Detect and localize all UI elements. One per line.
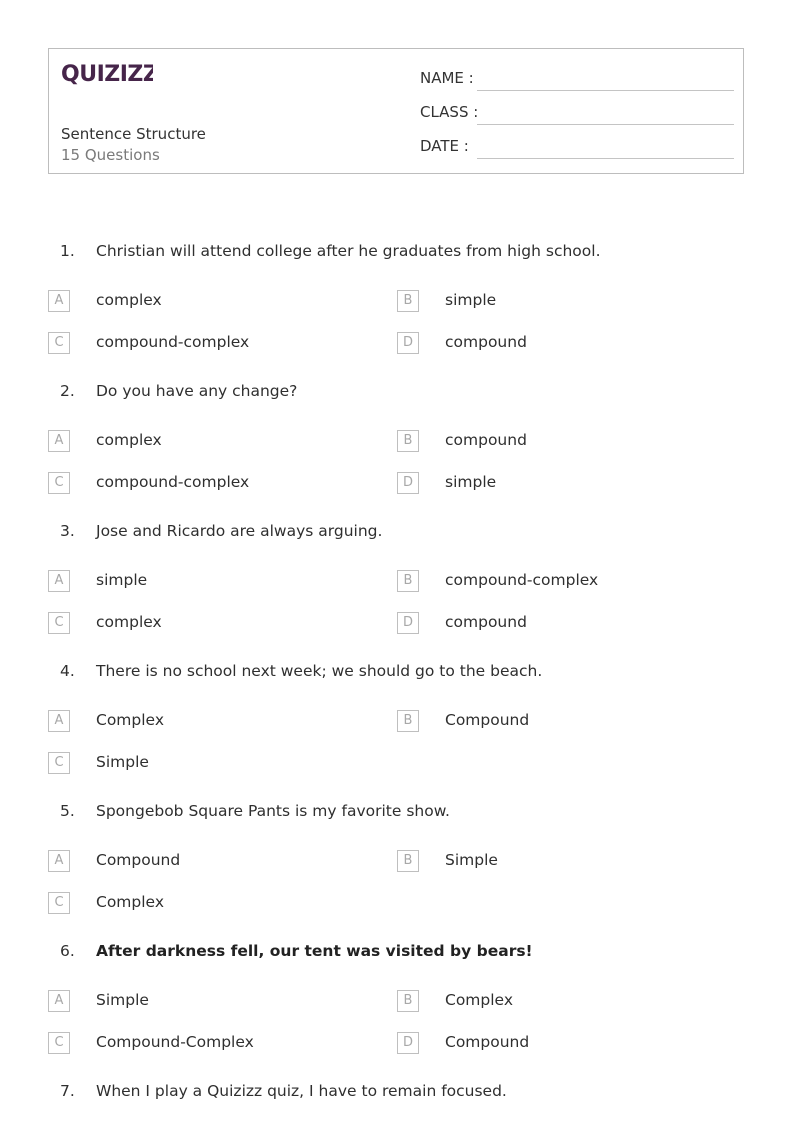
option-a[interactable] bbox=[48, 430, 348, 454]
option-letter-box: B bbox=[397, 570, 419, 592]
option-text: simple bbox=[445, 291, 497, 309]
option-c[interactable] bbox=[48, 1032, 348, 1056]
option-text: compound bbox=[445, 431, 527, 449]
option-text: compound-complex bbox=[445, 571, 599, 589]
option-text: Complex bbox=[96, 711, 164, 729]
question-text: After darkness fell, our tent was visited by bears! bbox=[96, 942, 533, 960]
option-text: Complex bbox=[445, 991, 513, 1009]
option-letter-box: C bbox=[48, 472, 70, 494]
option-c[interactable] bbox=[48, 332, 348, 356]
option-letter-box: B bbox=[397, 430, 419, 452]
option-text: Compound bbox=[445, 711, 530, 729]
question-number: 1. bbox=[60, 242, 75, 260]
question-text: Spongebob Square Pants is my favorite show. bbox=[96, 802, 450, 820]
option-c[interactable] bbox=[48, 612, 348, 636]
option-letter-box: B bbox=[397, 710, 419, 732]
option-text: Simple bbox=[96, 753, 149, 771]
option-text: Complex bbox=[96, 893, 164, 911]
question-text: When I play a Quizizz quiz, I have to remain focused. bbox=[96, 1082, 507, 1100]
option-text: Simple bbox=[96, 991, 149, 1009]
option-letter-box: D bbox=[397, 1032, 419, 1054]
question-number: 3. bbox=[60, 522, 75, 540]
option-text: complex bbox=[96, 613, 162, 631]
option-text: compound bbox=[445, 333, 527, 351]
option-letter-box: D bbox=[397, 332, 419, 354]
option-text: Compound bbox=[445, 1033, 530, 1051]
name-field[interactable] bbox=[420, 69, 734, 93]
option-c[interactable] bbox=[48, 472, 348, 496]
class-label: CLASS : bbox=[420, 103, 479, 121]
option-a[interactable] bbox=[48, 850, 348, 874]
option-text: Compound-Complex bbox=[96, 1033, 254, 1051]
name-line[interactable] bbox=[477, 90, 734, 91]
option-text: compound bbox=[445, 613, 527, 631]
option-letter-box: C bbox=[48, 1032, 70, 1054]
date-label: DATE : bbox=[420, 137, 469, 155]
option-a[interactable] bbox=[48, 990, 348, 1014]
option-text: compound-complex bbox=[96, 473, 250, 491]
question-text: Christian will attend college after he graduates from high school. bbox=[96, 242, 601, 260]
option-letter-box: B bbox=[397, 850, 419, 872]
option-text: compound-complex bbox=[96, 333, 250, 351]
option-letter-box: A bbox=[48, 430, 70, 452]
question-number: 6. bbox=[60, 942, 75, 960]
option-text: complex bbox=[96, 431, 162, 449]
option-b[interactable] bbox=[397, 290, 697, 314]
option-text: simple bbox=[445, 473, 497, 491]
option-d[interactable] bbox=[397, 1032, 697, 1056]
worksheet-header bbox=[48, 48, 744, 174]
option-letter-box: C bbox=[48, 612, 70, 634]
question-number: 5. bbox=[60, 802, 75, 820]
question-text: Do you have any change? bbox=[96, 382, 298, 400]
question-text: Jose and Ricardo are always arguing. bbox=[96, 522, 383, 540]
option-a[interactable] bbox=[48, 710, 348, 734]
option-b[interactable] bbox=[397, 430, 697, 454]
option-letter-box: A bbox=[48, 290, 70, 312]
option-text: complex bbox=[96, 291, 162, 309]
option-letter-box: B bbox=[397, 290, 419, 312]
option-letter-box: D bbox=[397, 472, 419, 494]
option-text: Compound bbox=[96, 851, 181, 869]
option-b[interactable] bbox=[397, 850, 697, 874]
option-a[interactable] bbox=[48, 570, 348, 594]
option-b[interactable] bbox=[397, 570, 697, 594]
question-number: 4. bbox=[60, 662, 75, 680]
name-label: NAME : bbox=[420, 69, 474, 87]
question-number: 2. bbox=[60, 382, 75, 400]
option-letter-box: B bbox=[397, 990, 419, 1012]
option-b[interactable] bbox=[397, 710, 697, 734]
option-c[interactable] bbox=[48, 752, 348, 776]
date-line[interactable] bbox=[477, 158, 734, 159]
option-d[interactable] bbox=[397, 612, 697, 636]
svg-text:QUIZIZZ: QUIZIZZ bbox=[61, 62, 153, 87]
class-line[interactable] bbox=[477, 124, 734, 125]
question-count: 15 Questions bbox=[61, 146, 160, 164]
option-letter-box: C bbox=[48, 752, 70, 774]
option-letter-box: A bbox=[48, 990, 70, 1012]
question-number: 7. bbox=[60, 1082, 75, 1100]
option-b[interactable] bbox=[397, 990, 697, 1014]
question-text: There is no school next week; we should go to the beach. bbox=[96, 662, 543, 680]
date-field[interactable] bbox=[420, 137, 734, 161]
option-letter-box: A bbox=[48, 710, 70, 732]
option-text: Simple bbox=[445, 851, 498, 869]
option-c[interactable] bbox=[48, 892, 348, 916]
class-field[interactable] bbox=[420, 103, 734, 127]
option-letter-box: A bbox=[48, 570, 70, 592]
option-letter-box: A bbox=[48, 850, 70, 872]
option-d[interactable] bbox=[397, 472, 697, 496]
option-letter-box: D bbox=[397, 612, 419, 634]
option-a[interactable] bbox=[48, 290, 348, 314]
option-d[interactable] bbox=[397, 332, 697, 356]
option-letter-box: C bbox=[48, 892, 70, 914]
worksheet-title: Sentence Structure bbox=[61, 125, 206, 143]
quizizz-logo bbox=[61, 59, 153, 91]
quizizz-logo-icon bbox=[61, 59, 153, 87]
option-text: simple bbox=[96, 571, 148, 589]
option-letter-box: C bbox=[48, 332, 70, 354]
